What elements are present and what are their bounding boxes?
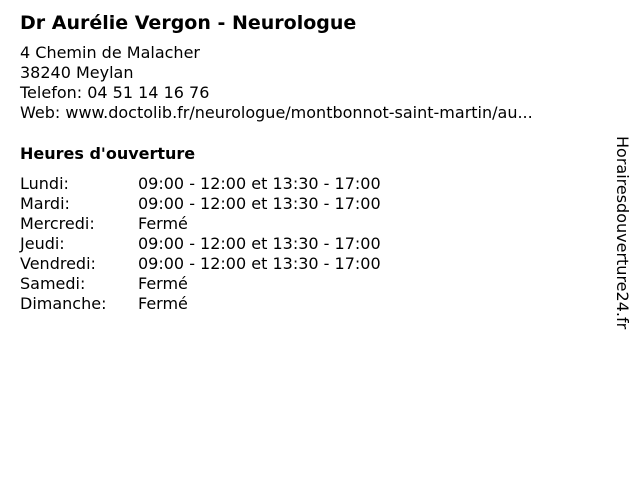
day-hours: Fermé [138, 294, 188, 313]
website-url: Web: www.doctolib.fr/neurologue/montbonnot-saint-martin/au... [20, 103, 533, 122]
hours-row-vendredi [20, 254, 381, 274]
day-hours: 09:00 - 12:00 et 13:30 - 17:00 [138, 174, 381, 193]
hours-row-lundi [20, 174, 381, 194]
hours-row-mercredi [20, 214, 381, 234]
hours-row-dimanche [20, 294, 381, 314]
hours-row-jeudi [20, 234, 381, 254]
day-label: Jeudi: [20, 234, 65, 253]
hours-row-samedi [20, 274, 381, 294]
day-hours: 09:00 - 12:00 et 13:30 - 17:00 [138, 194, 381, 213]
day-label: Lundi: [20, 174, 69, 193]
street-address: 4 Chemin de Malacher [20, 43, 200, 62]
day-hours: Fermé [138, 214, 188, 233]
day-label: Mardi: [20, 194, 70, 213]
day-label: Samedi: [20, 274, 86, 293]
day-label: Mercredi: [20, 214, 95, 233]
page-title: Dr Aurélie Vergon - Neurologue [20, 12, 357, 34]
day-label: Vendredi: [20, 254, 96, 273]
day-label: Dimanche: [20, 294, 107, 313]
day-hours: 09:00 - 12:00 et 13:30 - 17:00 [138, 254, 381, 273]
day-hours: Fermé [138, 274, 188, 293]
site-watermark: Horairesdouverture24.fr [613, 136, 632, 330]
day-hours: 09:00 - 12:00 et 13:30 - 17:00 [138, 234, 381, 253]
hours-heading: Heures d'ouverture [20, 144, 196, 163]
hours-table [20, 174, 381, 314]
phone-number: Telefon: 04 51 14 16 76 [20, 83, 210, 102]
hours-row-mardi [20, 194, 381, 214]
city-postcode: 38240 Meylan [20, 63, 134, 82]
address-block [20, 43, 533, 123]
